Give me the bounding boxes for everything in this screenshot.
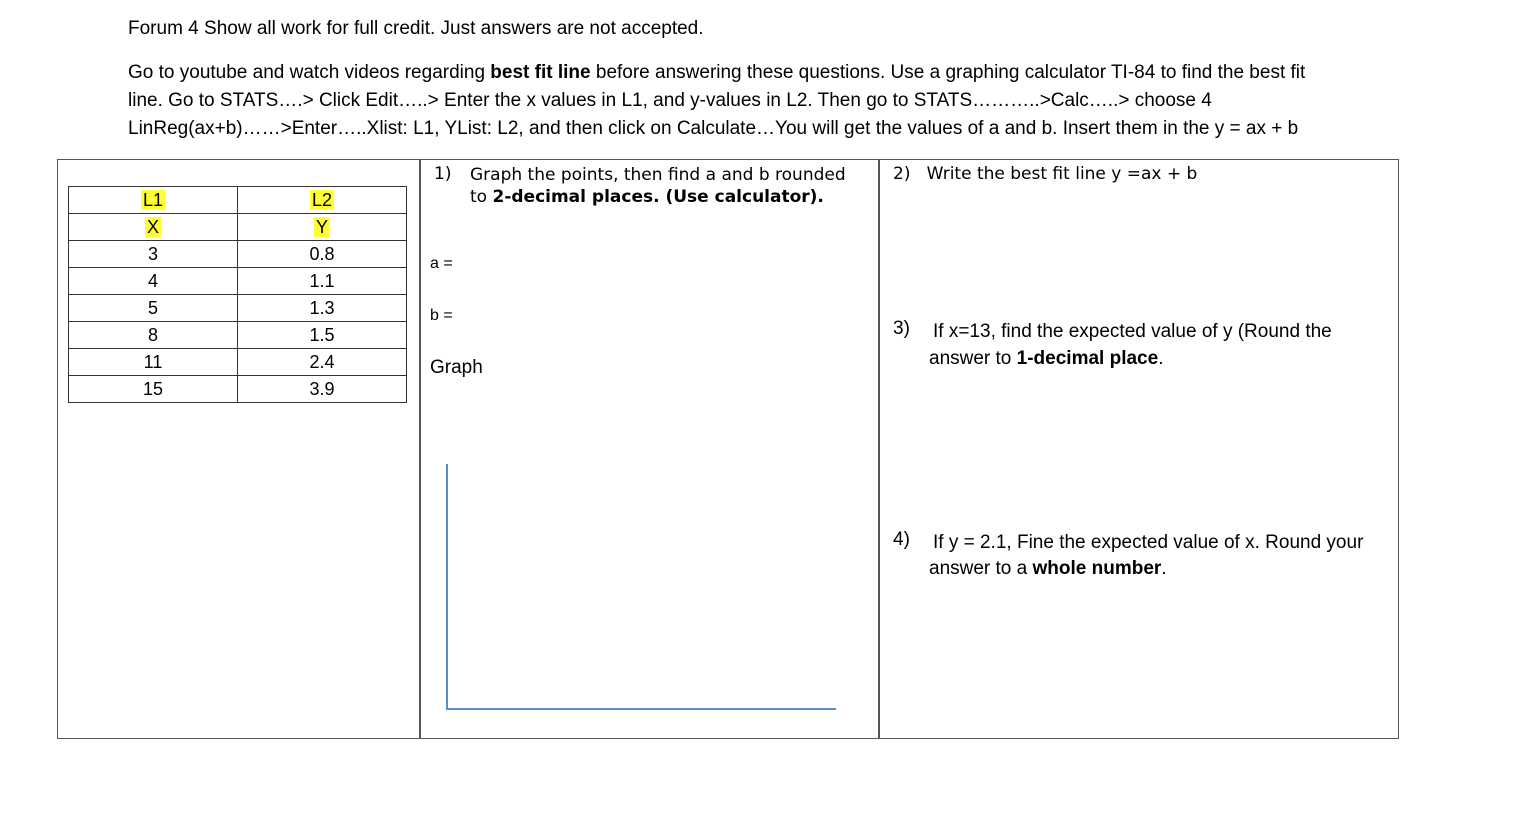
- table-header-cell: [238, 214, 407, 241]
- question-3-number: 3): [893, 318, 910, 339]
- var-label-x: X: [146, 216, 159, 237]
- question-4-number: 4): [893, 529, 910, 550]
- table-cell-y: 3.9: [238, 376, 407, 403]
- graph-label: Graph: [430, 357, 483, 378]
- question-4-line-2: [929, 555, 1167, 582]
- question-4-bold-text: whole number: [1032, 558, 1162, 579]
- table-cell-x: 8: [69, 322, 238, 349]
- question-1-text-part: to: [470, 187, 493, 207]
- question-3-text-part: .: [1158, 348, 1164, 369]
- table-cell-x: 3: [69, 241, 238, 268]
- table-header-row: [69, 214, 407, 241]
- graph-x-axis: [446, 708, 836, 710]
- question-3-line-2: [929, 345, 1163, 372]
- question-3-bold-text: 1-decimal place: [1016, 348, 1159, 369]
- column-divider: [878, 159, 880, 739]
- table-cell-y: 0.8: [238, 241, 407, 268]
- table-row: [69, 376, 407, 403]
- table-cell-y: 1.5: [238, 322, 407, 349]
- question-4-text-part: answer to a: [929, 558, 1033, 579]
- table-cell-y: 1.1: [238, 268, 407, 295]
- list-label-l1: L1: [142, 189, 164, 210]
- question-2-number: 2): [893, 164, 911, 184]
- intro-line-1: [128, 61, 1305, 85]
- table-cell-x: 5: [69, 295, 238, 322]
- table-row: [69, 268, 407, 295]
- table-cell-x: 15: [69, 376, 238, 403]
- question-3-text-part: answer to: [929, 348, 1017, 369]
- list-label-l2: L2: [311, 189, 333, 210]
- page-title: Forum 4 Show all work for full credit. Just answers are not accepted.: [128, 18, 704, 39]
- intro-text: Go to youtube and watch videos regarding: [128, 62, 491, 83]
- graph-y-axis: [446, 464, 448, 709]
- table-cell-x: 4: [69, 268, 238, 295]
- intro-line-2: line. Go to STATS….> Click Edit…..> Enter the x values in L1, and y-values in L2. Then go to STATS………..>Calc…..> choose 4: [128, 90, 1212, 111]
- question-2: [893, 164, 1197, 184]
- table-cell-x: 11: [69, 349, 238, 376]
- table-row: [69, 241, 407, 268]
- table-cell-y: 1.3: [238, 295, 407, 322]
- question-4-line-1: If y = 2.1, Fine the expected value of x. Round your: [933, 532, 1364, 553]
- question-1-number: 1): [434, 164, 452, 184]
- intro-line-3: LinReg(ax+b)……>Enter…..Xlist: L1, YList: L2, and then click on Calculate…You will get the values of a and b. Insert them in the y = ax + b: [128, 118, 1299, 139]
- a-value-label: a =: [430, 255, 453, 272]
- b-value-label: b =: [430, 307, 453, 324]
- table-header-cell: [69, 214, 238, 241]
- intro-text: before answering these questions. Use a graphing calculator TI-84 to find the best fit: [590, 62, 1306, 83]
- table-header-cell: [238, 187, 407, 214]
- table-row: [69, 295, 407, 322]
- question-4-text-part: .: [1161, 558, 1167, 579]
- var-label-y: Y: [315, 216, 328, 237]
- question-1-line: [470, 186, 846, 208]
- table-row: [69, 322, 407, 349]
- intro-bold-text: best fit line: [490, 62, 591, 83]
- question-3-line-1: If x=13, find the expected value of y (Round the: [933, 321, 1332, 342]
- question-1-text: [470, 164, 846, 208]
- data-table: [68, 186, 407, 403]
- table-header-cell: [69, 187, 238, 214]
- question-2-text: Write the best fit line y =ax + b: [926, 164, 1198, 184]
- question-1-line: Graph the points, then find a and b rounded: [470, 165, 846, 185]
- column-divider: [419, 159, 421, 739]
- table-cell-y: 2.4: [238, 349, 407, 376]
- question-1-bold-text: 2-decimal places. (Use calculator).: [492, 187, 824, 207]
- table-header-row: [69, 187, 407, 214]
- table-row: [69, 349, 407, 376]
